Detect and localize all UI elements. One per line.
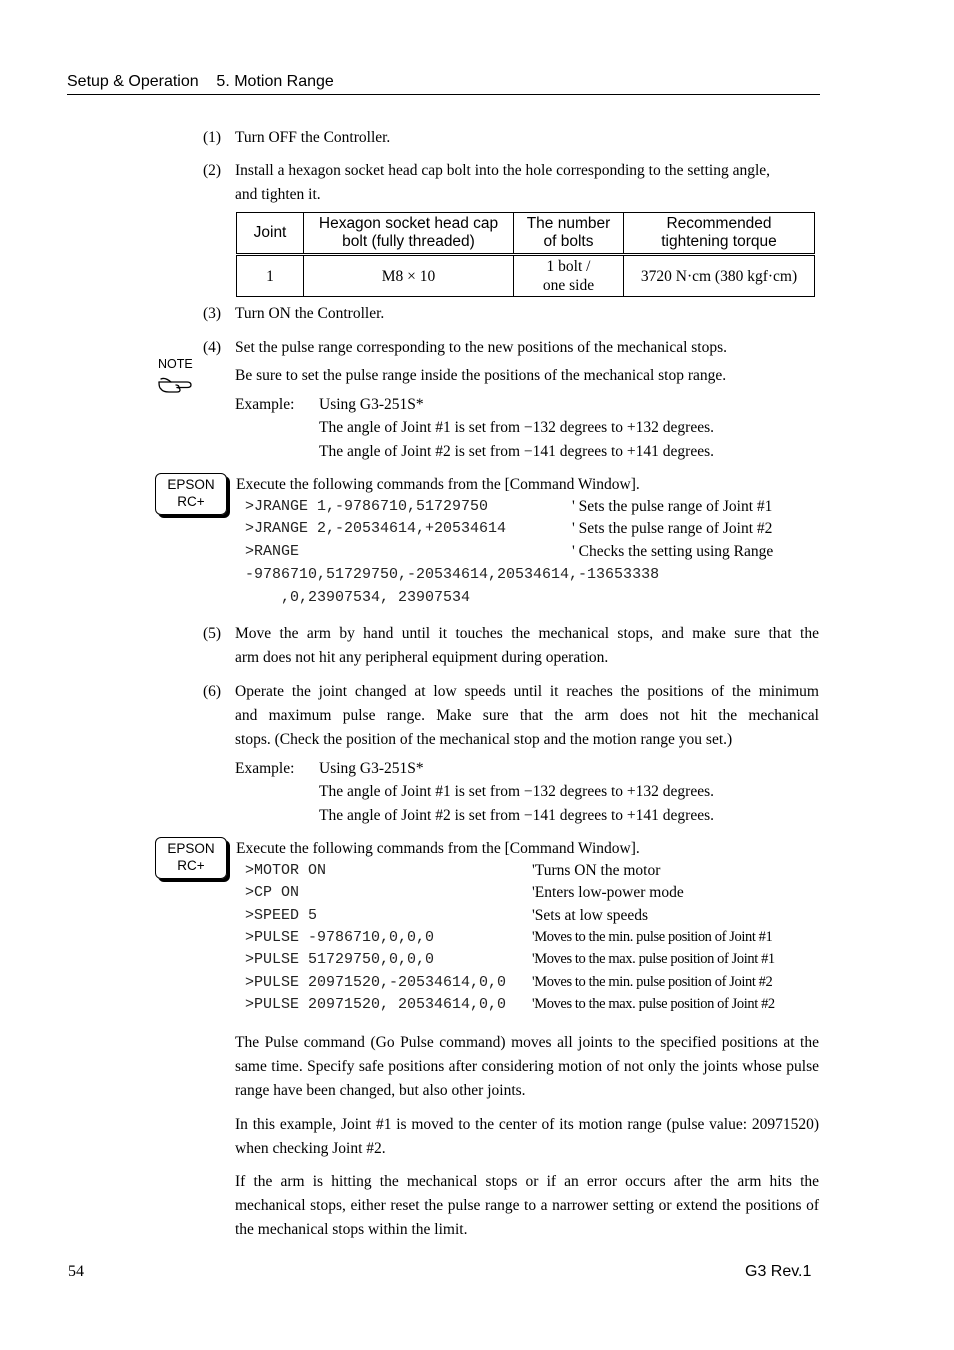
bolt-spec-table	[236, 212, 815, 297]
epson-badge-line-2: RC+	[177, 858, 205, 873]
example-2-using: Using G3-251S*	[319, 760, 424, 777]
paragraph-example-note: In this example, Joint #1 is moved to the center of its motion range (pulse value: 20971520) when checking Joint #2.	[235, 1116, 819, 1157]
header-number-of-bolts: The number of bolts	[514, 213, 624, 255]
comment-pulse-1: 'Moves to the min. pulse position of Joint #1	[532, 929, 773, 945]
command-cp-on: >CP ON	[245, 884, 300, 901]
comment-motor-on: 'Turns ON the motor	[532, 862, 661, 879]
epson-badge-line-1: EPSON	[167, 841, 215, 856]
cell-joint: 1	[237, 255, 304, 297]
example-2-line-2: The angle of Joint #2 is set from −141 degrees to +141 degrees.	[319, 807, 714, 824]
step-3-text: Turn ON the Controller.	[235, 305, 385, 322]
step-6-number: (6)	[203, 683, 222, 700]
header-joint: Joint	[237, 213, 304, 255]
step-3-number: (3)	[203, 305, 222, 322]
paragraph-mechanical-stops: If the arm is hitting the mechanical stops or if an error occurs after the arm hits the mechanical stops, either reset the pulse range to a narrower setting or extend the positions of the mechanical stops within the limit.	[235, 1173, 819, 1238]
example-1-line-2: The angle of Joint #2 is set from −141 degrees to +141 degrees.	[319, 443, 714, 460]
step-2-number: (2)	[203, 162, 222, 179]
cell-torque: 3720 N·cm (380 kgf·cm)	[624, 255, 815, 297]
cell-bolt: M8 × 10	[304, 255, 514, 297]
step-6-line-2: and maximum pulse range. Make sure that the arm does not hit the mechanical	[235, 707, 819, 724]
comment-pulse-4: 'Moves to the max. pulse position of Joint #2	[532, 996, 775, 1012]
comment-speed: 'Sets at low speeds	[532, 907, 649, 924]
range-output-line-2: ,0,23907534, 23907534	[245, 589, 471, 606]
step-5-line-1: Move the arm by hand until it touches the mechanical stops, and make sure that the	[235, 625, 819, 642]
revision-label: G3 Rev.1	[745, 1263, 812, 1280]
comment-cp-on: 'Enters low-power mode	[532, 884, 684, 901]
step-1-number: (1)	[203, 129, 222, 146]
pointing-hand-icon	[157, 374, 195, 401]
comment-range: ' Checks the setting using Range	[572, 543, 774, 560]
table-header-row	[237, 213, 815, 255]
command-pulse-2: >PULSE 51729750,0,0,0	[245, 951, 435, 968]
example-1-using: Using G3-251S*	[319, 396, 424, 413]
command-intro-2: Execute the following commands from the [Command Window].	[236, 840, 640, 857]
range-output-line-1: -9786710,51729750,-20534614,20534614,-13653338	[245, 566, 660, 583]
command-range: >RANGE	[245, 543, 300, 560]
command-pulse-1: >PULSE -9786710,0,0,0	[245, 929, 435, 946]
comment-jrange-1: ' Sets the pulse range of Joint #1	[572, 498, 773, 515]
example-1-label: Example:	[235, 396, 295, 413]
comment-jrange-2: ' Sets the pulse range of Joint #2	[572, 520, 773, 537]
command-jrange-1: >JRANGE 1,-9786710,51729750	[245, 498, 489, 515]
note-label: NOTE	[158, 357, 193, 371]
example-1-line-1: The angle of Joint #1 is set from −132 degrees to +132 degrees.	[319, 419, 714, 436]
step-5-number: (5)	[203, 625, 222, 642]
example-2-label: Example:	[235, 760, 295, 777]
step-4-line-1: Set the pulse range corresponding to the new positions of the mechanical stops.	[235, 339, 728, 356]
command-jrange-2: >JRANGE 2,-20534614,+20534614	[245, 520, 507, 537]
command-pulse-4: >PULSE 20971520, 20534614,0,0	[245, 996, 507, 1013]
header-bolt: Hexagon socket head cap bolt (fully threaded)	[304, 213, 514, 255]
step-5-line-2: arm does not hit any peripheral equipment during operation.	[235, 649, 609, 666]
epson-rc-badge	[155, 837, 227, 879]
command-intro-1: Execute the following commands from the [Command Window].	[236, 476, 640, 493]
example-2-line-1: The angle of Joint #1 is set from −132 degrees to +132 degrees.	[319, 783, 714, 800]
epson-badge-line-1: EPSON	[167, 477, 215, 492]
cell-number-of-bolts: 1 bolt / one side	[514, 255, 624, 297]
header-rule	[67, 94, 820, 95]
command-motor-on: >MOTOR ON	[245, 862, 327, 879]
table-row	[237, 255, 815, 297]
step-4-number: (4)	[203, 339, 222, 356]
command-speed: >SPEED 5	[245, 907, 318, 924]
step-6-line-1: Operate the joint changed at low speeds until it reaches the positions of the minimum	[235, 683, 819, 700]
step-4-line-2: Be sure to set the pulse range inside the positions of the mechanical stop range.	[235, 367, 727, 384]
step-6-line-3: stops. (Check the position of the mechanical stop and the motion range you set.)	[235, 731, 733, 748]
command-pulse-3: >PULSE 20971520,-20534614,0,0	[245, 974, 507, 991]
comment-pulse-2: 'Moves to the max. pulse position of Joint #1	[532, 951, 775, 967]
header-torque: Recommended tightening torque	[624, 213, 815, 255]
paragraph-pulse-command: The Pulse command (Go Pulse command) moves all joints to the specified positions at the same time. Specify safe positions after considering motion of not only the joints whose pulse range have been changed, but also other joints.	[235, 1034, 819, 1099]
comment-pulse-3: 'Moves to the min. pulse position of Joint #2	[532, 974, 773, 990]
step-2-line-1: Install a hexagon socket head cap bolt into the hole corresponding to the setting angle,	[235, 162, 771, 179]
step-2-line-2: and tighten it.	[235, 186, 321, 203]
page-number: 54	[68, 1263, 84, 1280]
epson-rc-badge	[155, 473, 227, 515]
epson-badge-line-2: RC+	[177, 494, 205, 509]
step-1-text: Turn OFF the Controller.	[235, 129, 391, 146]
page-header: Setup & Operation 5. Motion Range	[67, 73, 334, 90]
